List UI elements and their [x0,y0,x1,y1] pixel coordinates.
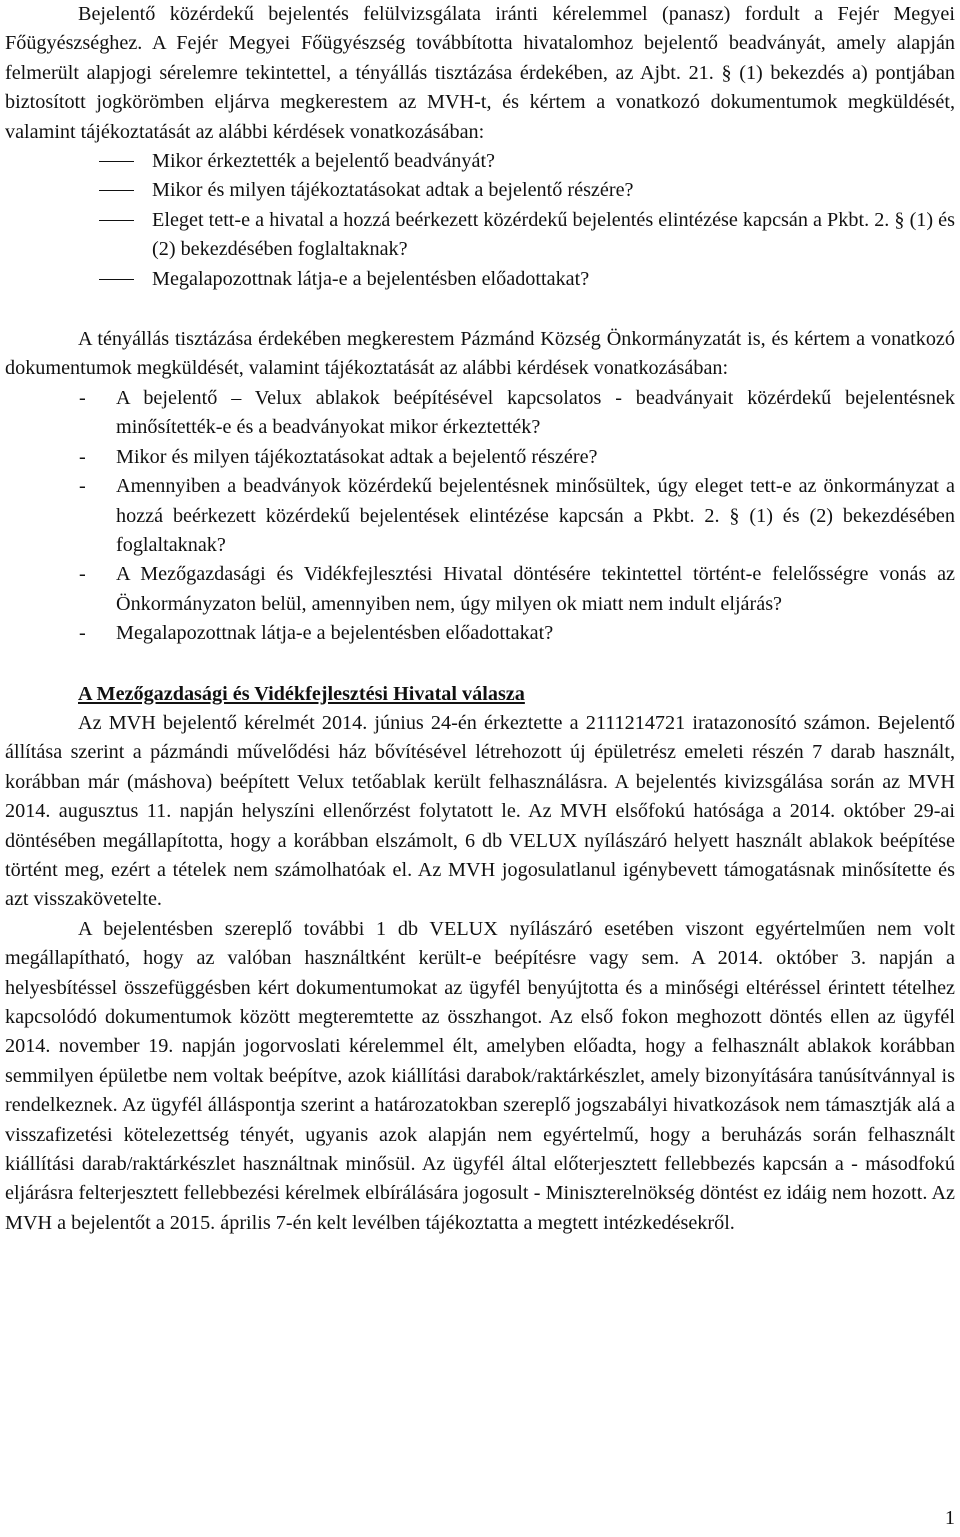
dash-bullet [99,190,134,191]
hyphen-bullet: - [79,475,86,498]
list-item [5,176,955,205]
dash-bullet [99,161,134,162]
dash-bullet [99,279,134,280]
hyphen-bullet: - [79,563,86,586]
dash-bullet [99,220,134,221]
mvh-question-list [5,147,955,294]
hyphen-bullet: - [79,622,86,645]
paragraph-response-2: A bejelentésben szereplő további 1 db VELUX nyílászáró esetében viszont egyértelműen nem volt megállapítható, hogy az valóban használtként került-e beépítésre vagy sem. A 2014. október 3. napján a helyesbítéssel összefüggésben kért dokumentumokat az ügyfél benyújtotta és a minőségi eltéréssel érintett tételhez kapcsolódó dokumentumok között megteremtette az összhangot. Az első fokon meghozott döntés ellen az ügyfél 2014. november 19. napján jogorvoslati kérelemmel élt, amelyben előadta, hogy a felhasznált ablakok korábban semmilyen épületbe nem voltak beépítve, azok kiállítási darabok/raktárkészlet, amely bizonyítására tanúsítvánnyal is rendelkeznek. Az ügyfél álláspontja szerint a határozatokban szereplő jogszabályi hivatkozások nem támasztják alá a visszafizetési kötelezettség tényét, ugyanis azok alapján nem egyértelmű, hogy a beruházás során felhasznált kiállítási darab/raktárkészlet használtnak minősül. Az ügyfél által előterjesztett fellebbezés kapcsán a - másodfokú eljárásra felterjesztett fellebbezési kérelmek elbírálására jogosult - Miniszterelnökség döntést ez idáig nem hozott. Az MVH a bejelentőt a 2015. április 7-én kelt levélben tájékoztatta a megtett intézkedésekről. [5,917,955,1234]
pazmand-question-list [5,384,955,649]
hyphen-bullet: - [79,445,86,468]
page-number: 1 [944,1507,955,1529]
list-item-text: Megalapozottnak látja-e a bejelentésben előadottakat? [116,622,554,645]
list-item-text: Amennyiben a beadványok közérdekű bejelentésnek minősültek, úgy eleget tett-e az önkormányzat a hozzá beérkezett közérdekű bejelentések elintézése kapcsán a Pkbt. 2. § (1) és (2) bekezdésében foglaltaknak? [116,475,955,556]
paragraph-intro: Bejelentő közérdekű bejelentés felülvizsgálata iránti kérelemmel (panasz) fordult a Fejér Megyei Főügyészséghez. A Fejér Megyei Főügyészség továbbította hivatalomhoz bejelentő beadványát, amely alapján felmerült alapjogi sérelemre tekintettel, a tényállás tisztázása érdekében, az Ajbt. 21. § (1) bekezdés a) pontjában biztosított jogkörömben eljárva megkerestem az MVH-t, és kértem a vonatkozó dokumentumok megküldését, valamint tájékoztatását az alábbi kérdések vonatkozásában: [5,3,955,143]
section-spacer [5,649,955,680]
section-heading: A Mezőgazdasági és Vidékfejlesztési Hivatal válasza [78,682,525,705]
list-item [5,619,955,648]
list-item [5,265,955,294]
list-item [5,472,955,560]
list-item [5,384,955,443]
list-item [5,147,955,176]
list-item-text: Mikor és milyen tájékoztatásokat adtak a bejelentő részére? [152,179,634,202]
hyphen-bullet: - [79,386,86,409]
paragraph-response-1: Az MVH bejelentő kérelmét 2014. június 24-én érkeztette a 2111214721 iratazonosító számon. Bejelentő állítása szerint a pázmándi művelődési ház bővítésével létrehozott új épületrész emeleti részén 7 darab használt, korábban már (máshova) beépített Velux tetőablak került felhasználásra. A bejelentés kivizsgálása során az MVH 2014. augusztus 11. napján helyszíni ellenőrzést folytatott le. Az MVH elsőfokú hatósága a 2014. október 29-ai döntésében megállapította, hogy a korábban elszámolt, 6 db VELUX nyílászáró helyett használt ablakok beépítése történt meg, ezért a tételek nem számolhatóak el. Az MVH jogosulatlanul igénybevett támogatásnak minősítette és azt visszakövetelte. [5,711,955,911]
list-item-text: Mikor és milyen tájékoztatásokat adtak a bejelentő részére? [116,445,598,468]
list-item-text: A Mezőgazdasági és Vidékfejlesztési Hivatal döntésére tekintettel történt-e felelősségre vonás az Önkormányzaton belül, amennyiben nem, úgy milyen ok miatt nem indult eljárás? [116,563,955,615]
list-item-text: Eleget tett-e a hivatal a hozzá beérkezett közérdekű bejelentés elintézése kapcsán a Pkbt. 2. § (1) és (2) bekezdésében foglaltaknak? [152,208,955,261]
list-item [5,560,955,619]
section-spacer [5,294,955,325]
list-item-text: Mikor érkeztették a bejelentő beadványát? [152,150,496,173]
document-page [5,0,955,1238]
list-item-text: Megalapozottnak látja-e a bejelentésben előadottakat? [152,267,590,290]
list-item [5,206,955,265]
list-item [5,443,955,472]
paragraph-pazmand: A tényállás tisztázása érdekében megkerestem Pázmánd Község Önkormányzatát is, és kértem a vonatkozó dokumentumok megküldését, valamint tájékoztatását az alábbi kérdések vonatkozásában: [5,328,955,380]
list-item-text: A bejelentő – Velux ablakok beépítésével kapcsolatos - beadványait közérdekű bejelentésnek minősítették-e és a beadványokat mikor érkeztették? [116,386,955,439]
